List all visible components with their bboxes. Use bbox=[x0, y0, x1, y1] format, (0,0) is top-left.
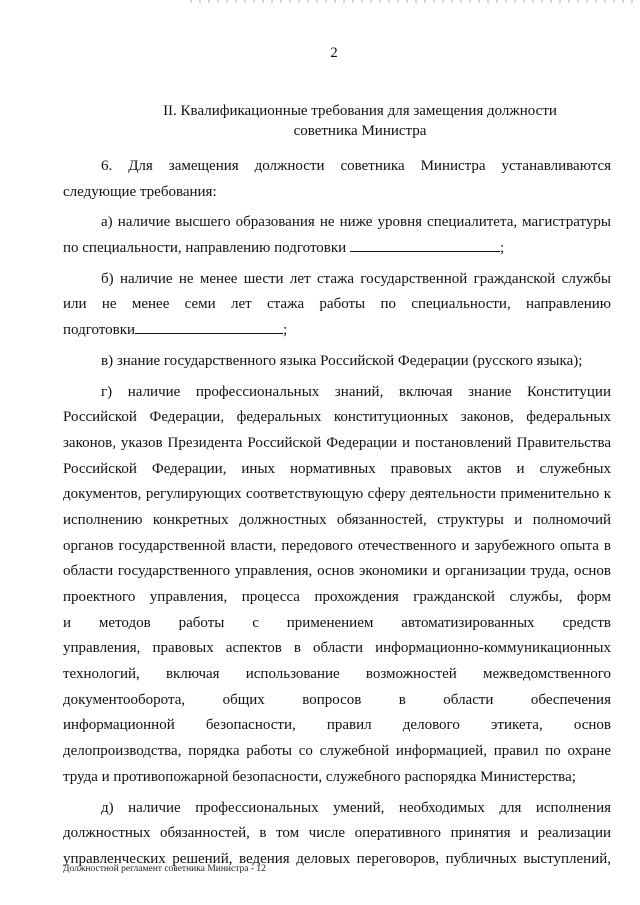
text-line: следующие требования: bbox=[63, 183, 217, 200]
fill-in-blank bbox=[135, 321, 283, 334]
text-line: в) знание государственного языка Российской Федерации (русского языка); bbox=[101, 352, 583, 369]
text-line: труда и противопожарной безопасности, служебного распорядка Министерства; bbox=[63, 768, 576, 785]
text-line: управленческих решений, ведения деловых переговоров, публичных выступлений, bbox=[63, 850, 611, 867]
text-line: д) наличие профессиональных умений, необходимых для исполнения bbox=[101, 799, 611, 816]
text-line: по специальности, направлению подготовки ; bbox=[63, 240, 505, 257]
text-line: управления, правовых аспектов в области информационно-коммуникационных bbox=[63, 640, 611, 657]
text-line: делопроизводства, порядка работы со служебной информацией, правил по охране bbox=[63, 743, 611, 760]
document-body bbox=[63, 154, 611, 873]
scan-edge-artifact bbox=[190, 0, 640, 3]
section-heading bbox=[150, 101, 570, 141]
text-line: а) наличие высшего образования не ниже уровня специалитета, магистратуры bbox=[101, 214, 611, 231]
page-number: 2 bbox=[330, 45, 338, 61]
text-line: или не менее семи лет стажа работы по специальности, направлению bbox=[63, 296, 611, 313]
text-line: должностных обязанностей, в том числе оперативного принятия и реализации bbox=[63, 825, 611, 842]
text-line: б) наличие не менее шести лет стажа государственной гражданской службы bbox=[101, 270, 611, 287]
text-line: г) наличие профессиональных знаний, включая знание Конституции bbox=[101, 383, 611, 400]
text-line: проектного управления, процесса прохождения гражданской службы, форм bbox=[63, 589, 611, 605]
text-line: законов, указов Президента Российской Федерации и постановлений Правительства bbox=[63, 434, 611, 451]
text-line: информационной безопасности, правил делового этикета, основ bbox=[63, 717, 611, 734]
text-line: области государственного управления, основ экономики и организации труда, основ bbox=[63, 563, 611, 580]
text-line: органов государственной власти, передового отечественного и зарубежного опыта в bbox=[63, 537, 611, 554]
text-line: исполнению конкретных должностных обязанностей, структуры и полномочий bbox=[63, 511, 611, 528]
heading-line-1: II. Квалификационные требования для замещения должности bbox=[163, 103, 557, 119]
text-line: подготовки ; bbox=[63, 322, 288, 339]
footer-note: Должностной регламент советника Министра - 12 bbox=[63, 864, 266, 874]
text-line: документооборота, общих вопросов в области обеспечения bbox=[63, 691, 611, 708]
fill-in-blank bbox=[350, 239, 500, 252]
heading-line-2: советника Министра bbox=[293, 123, 427, 139]
text-line: технологий, включая использование возможностей межведомственного bbox=[63, 666, 611, 683]
text-line: 6. Для замещения должности советника Министра устанавливаются bbox=[101, 158, 611, 174]
text-line: Российской Федерации, федеральных конституционных законов, федеральных bbox=[63, 409, 611, 426]
text-line: Российской Федерации, иных нормативных правовых актов и служебных bbox=[63, 460, 611, 477]
text-line: и методов работы с применением автоматизированных средств bbox=[63, 614, 611, 631]
text-line: документов, регулирующих соответствующую сферу деятельности применительно к bbox=[63, 486, 611, 503]
